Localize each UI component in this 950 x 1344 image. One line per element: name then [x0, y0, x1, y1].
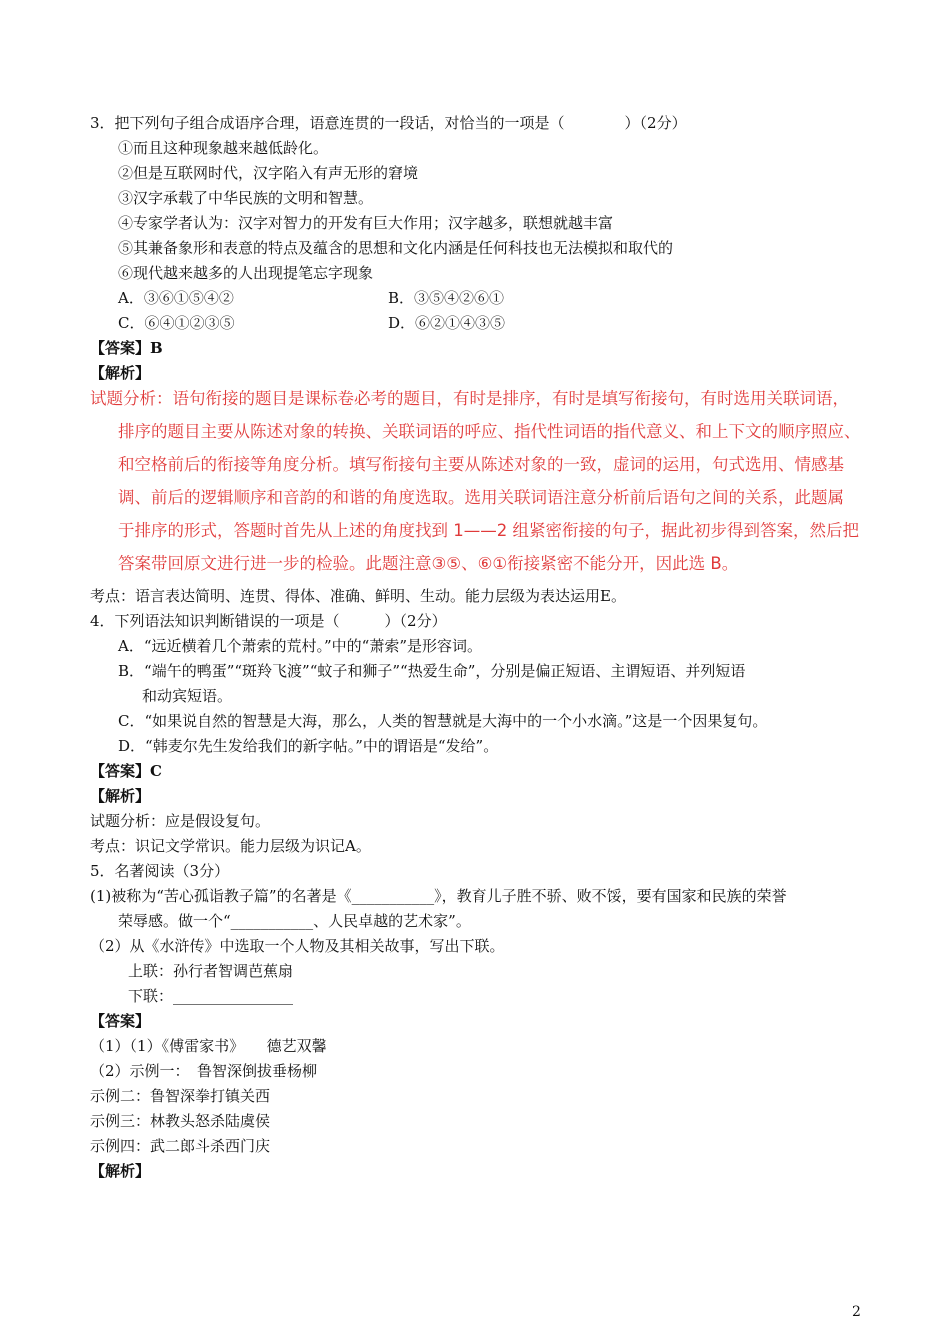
q3-sentence-3: ③汉字承载了中华民族的文明和智慧。	[118, 189, 374, 207]
q5-answer-3: 示例二：鲁智深拳打镇关西	[90, 1087, 271, 1105]
q3-analysis-heading: 【解析】	[90, 364, 151, 382]
q4-stem: 4．下列语法知识判断错误的一项是（ ）（2分）	[90, 612, 447, 630]
q4-answer: 【答案】C	[90, 762, 162, 780]
q4-option-b-line-1: B．“端午的鸭蛋”“斑羚飞渡”“蚊子和狮子”“热爱生命”，分别是偏正短语、主谓短语、并列短语	[118, 662, 746, 680]
q5-part2: （2）从《水浒传》中选取一个人物及其相关故事，写出下联。	[90, 937, 505, 955]
page-number: 2	[852, 1304, 861, 1320]
q5-answer-2: （2）示例一： 鲁智深倒拔垂杨柳	[90, 1062, 318, 1080]
q4-analysis-heading: 【解析】	[90, 787, 151, 805]
q3-analysis-line-3: 和空格前后的衔接等角度分析。填写衔接句主要从陈述对象的一致，虚词的运用，句式选用、情感基	[118, 455, 844, 474]
q5-analysis-heading: 【解析】	[90, 1162, 151, 1180]
q3-analysis-line-6: 答案带回原文进行进一步的检验。此题注意③⑤、⑥①衔接紧密不能分开，因此选 B。	[118, 554, 739, 573]
q5-answer-1: （1）（1）《傅雷家书》 德艺双馨	[90, 1037, 327, 1055]
q3-kaodian: 考点：语言表达简明、连贯、得体、准确、鲜明、生动。能力层级为表达运用E。	[90, 587, 626, 605]
q3-sentence-4: ④专家学者认为：汉字对智力的开发有巨大作用；汉字越多，联想就越丰富	[118, 214, 614, 232]
q3-analysis-line-5: 于排序的形式，答题时首先从上述的角度找到 1——2 组紧密衔接的句子，据此初步得到答案，然后把	[118, 521, 859, 540]
q4-option-d: D．“韩麦尔先生发给我们的新字帖。”中的谓语是“发给”。	[118, 737, 499, 755]
q5-answer-4: 示例三：林教头怒杀陆虞侯	[90, 1112, 271, 1130]
q3-analysis-line-2: 排序的题目主要从陈述对象的转换、关联词语的呼应、指代性词语的指代意义、和上下文的顺序照应、	[118, 422, 861, 441]
q5-stem: 5．名著阅读（3分）	[90, 862, 230, 880]
q5-answer-5: 示例四：武二郎斗杀西门庆	[90, 1137, 271, 1155]
q3-answer: 【答案】B	[90, 339, 163, 357]
q4-option-a: A．“远近横着几个萧索的荒村。”中的“萧索”是形容词。	[118, 637, 483, 655]
q3-option-c: C．⑥④①②③⑤	[118, 314, 235, 332]
q3-option-a: A．③⑥①⑤④②	[118, 289, 234, 307]
q3-sentence-5: ⑤其兼备象形和表意的特点及蕴含的思想和文化内涵是任何科技也无法模拟和取代的	[118, 239, 674, 257]
q3-sentence-1: ①而且这种现象越来越低龄化。	[118, 139, 329, 157]
q3-analysis-line-1: 试题分析：语句衔接的题目是课标卷必考的题目，有时是排序，有时是填写衔接句，有时选用关联词语，	[90, 389, 849, 408]
q5-part1-line-2: 荣辱感。做一个“___________、人民卓越的艺术家”。	[118, 912, 471, 930]
q3-analysis-line-4: 调、前后的逻辑顺序和音韵的和谐的角度选取。选用关联词语注意分析前后语句之间的关系，此题属	[118, 488, 844, 507]
q3-sentence-6: ⑥现代越来越多的人出现提笔忘字现象	[118, 264, 374, 282]
q5-upper-couplet: 上联：孙行者智调芭蕉扇	[128, 962, 294, 980]
q3-option-d: D．⑥②①④③⑤	[388, 314, 506, 332]
q3-sentence-2: ②但是互联网时代，汉字陷入有声无形的窘境	[118, 164, 419, 182]
q3-option-b: B．③⑤④②⑥①	[388, 289, 505, 307]
q4-option-c: C．“如果说自然的智慧是大海，那么，人类的智慧就是大海中的一个小水滴。”这是一个因果复句。	[118, 712, 768, 730]
q4-kaodian: 考点：识记文学常识。能力层级为识记A。	[90, 837, 371, 855]
q4-analysis: 试题分析：应是假设复句。	[90, 812, 271, 830]
q5-answer-heading: 【答案】	[90, 1012, 151, 1030]
q5-lower-couplet: 下联：________________	[128, 987, 294, 1005]
q3-stem: 3．把下列句子组合成语序合理，语意连贯的一段话，对恰当的一项是（ ）（2分）	[90, 114, 687, 132]
q5-part1-line-1: (1)被称为“苦心孤诣教子篇”的名著是《___________》，教育儿子胜不骄、败不馁，要有国家和民族的荣誉	[90, 887, 787, 905]
q4-option-b-line-2: 和动宾短语。	[142, 687, 233, 705]
